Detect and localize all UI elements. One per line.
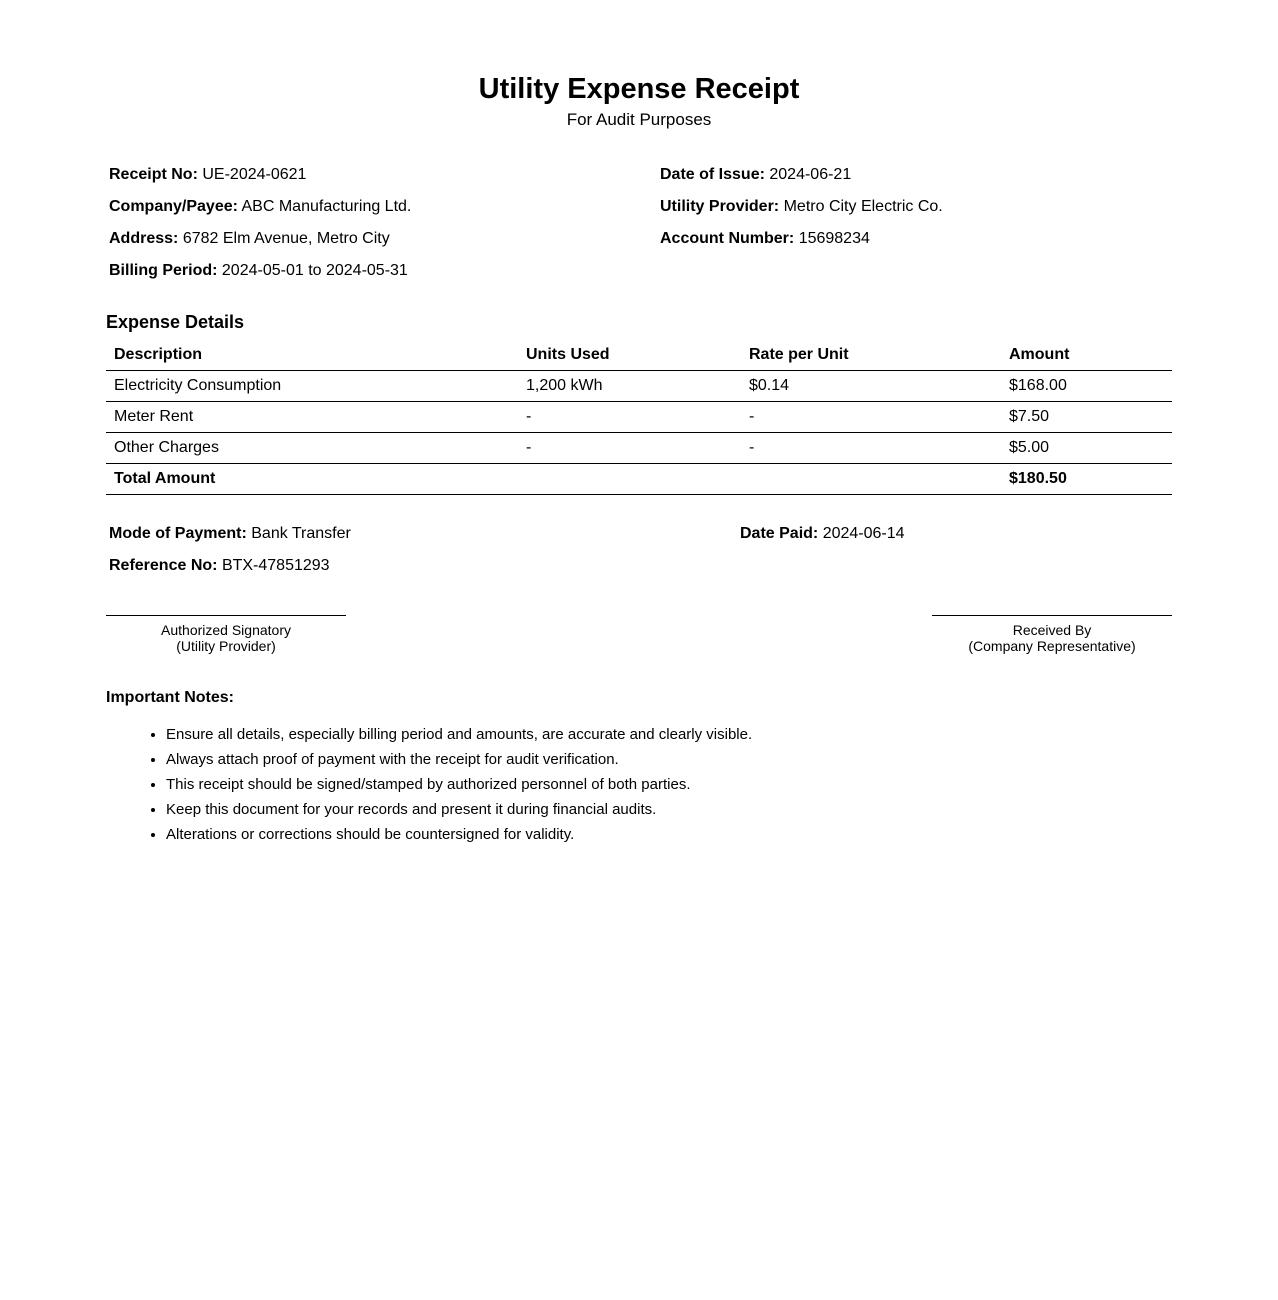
table-header-row — [106, 339, 1172, 371]
utility-provider-value: Metro City Electric Co. — [783, 198, 943, 215]
date-of-issue-field — [660, 165, 851, 185]
date-of-issue-value: 2024-06-21 — [769, 166, 852, 183]
billing-period-label: Billing Period: — [109, 262, 218, 279]
signature-subtitle: (Company Representative) — [968, 638, 1136, 654]
expense-details-heading: Expense Details — [106, 312, 245, 332]
utility-provider-label: Utility Provider: — [660, 198, 780, 215]
cell-units: 1,200 kWh — [518, 371, 741, 402]
total-empty-cell — [741, 464, 1001, 495]
company-field — [109, 197, 411, 217]
list-item: • Ensure all details, especially billing period and amounts, are accurate and clearly visible. — [166, 722, 752, 747]
date-paid-field — [740, 524, 905, 544]
date-paid-value: 2024-06-14 — [822, 525, 905, 542]
list-item: • Always attach proof of payment with the receipt for audit verification. — [166, 747, 752, 772]
expense-table — [106, 339, 1172, 495]
total-empty-cell — [518, 464, 741, 495]
cell-amount: $5.00 — [1001, 433, 1172, 464]
cell-units: - — [518, 433, 741, 464]
payment-mode-field — [109, 524, 351, 544]
account-number-value: 15698234 — [798, 230, 870, 247]
cell-amount: $7.50 — [1001, 402, 1172, 433]
account-number-field — [660, 229, 870, 249]
table-row — [106, 433, 1172, 464]
payment-mode-label: Mode of Payment: — [109, 525, 247, 542]
company-label: Company/Payee: — [109, 198, 238, 215]
reference-no-label: Reference No: — [109, 557, 218, 574]
page-title: Utility Expense Receipt — [478, 73, 800, 105]
signature-block-provider — [106, 615, 346, 654]
cell-description: Other Charges — [106, 433, 518, 464]
billing-period-field — [109, 261, 408, 281]
cell-description: Electricity Consumption — [106, 371, 518, 402]
receipt-no-value: UE-2024-0621 — [202, 166, 307, 183]
signature-block-company — [932, 615, 1172, 654]
total-label: Total Amount — [106, 464, 518, 495]
account-number-label: Account Number: — [660, 230, 795, 247]
cell-units: - — [518, 402, 741, 433]
list-item: • Keep this document for your records and present it during financial audits. — [166, 797, 752, 822]
billing-period-value: 2024-05-01 to 2024-05-31 — [221, 262, 408, 279]
table-row — [106, 402, 1172, 433]
reference-no-value: BTX-47851293 — [221, 557, 330, 574]
cell-amount: $168.00 — [1001, 371, 1172, 402]
cell-rate: $0.14 — [741, 371, 1001, 402]
notes-heading: Important Notes: — [106, 689, 234, 706]
table-row — [106, 371, 1172, 402]
date-of-issue-label: Date of Issue: — [660, 166, 765, 183]
cell-rate: - — [741, 433, 1001, 464]
column-header-units: Units Used — [518, 339, 741, 371]
date-paid-label: Date Paid: — [740, 525, 819, 542]
notes-list — [106, 722, 752, 847]
address-label: Address: — [109, 230, 179, 247]
list-item: • This receipt should be signed/stamped by authorized personnel of both parties. — [166, 772, 752, 797]
column-header-amount: Amount — [1001, 339, 1172, 371]
receipt-no-label: Receipt No: — [109, 166, 198, 183]
list-item: • Alterations or corrections should be countersigned for validity. — [166, 822, 752, 847]
company-value: ABC Manufacturing Ltd. — [241, 198, 412, 215]
total-row — [106, 464, 1172, 495]
receipt-no-field — [109, 165, 306, 185]
signature-title: Received By — [1012, 622, 1092, 638]
utility-provider-field — [660, 197, 943, 217]
total-value: $180.50 — [1001, 464, 1172, 495]
page-subtitle: For Audit Purposes — [566, 110, 712, 129]
reference-no-field — [109, 556, 330, 576]
signature-subtitle: (Utility Provider) — [176, 638, 276, 654]
column-header-description: Description — [106, 339, 518, 371]
cell-description: Meter Rent — [106, 402, 518, 433]
column-header-rate: Rate per Unit — [741, 339, 1001, 371]
cell-rate: - — [741, 402, 1001, 433]
signature-title: Authorized Signatory — [161, 622, 291, 638]
address-field — [109, 229, 390, 249]
payment-mode-value: Bank Transfer — [251, 525, 351, 542]
address-value: 6782 Elm Avenue, Metro City — [182, 230, 390, 247]
